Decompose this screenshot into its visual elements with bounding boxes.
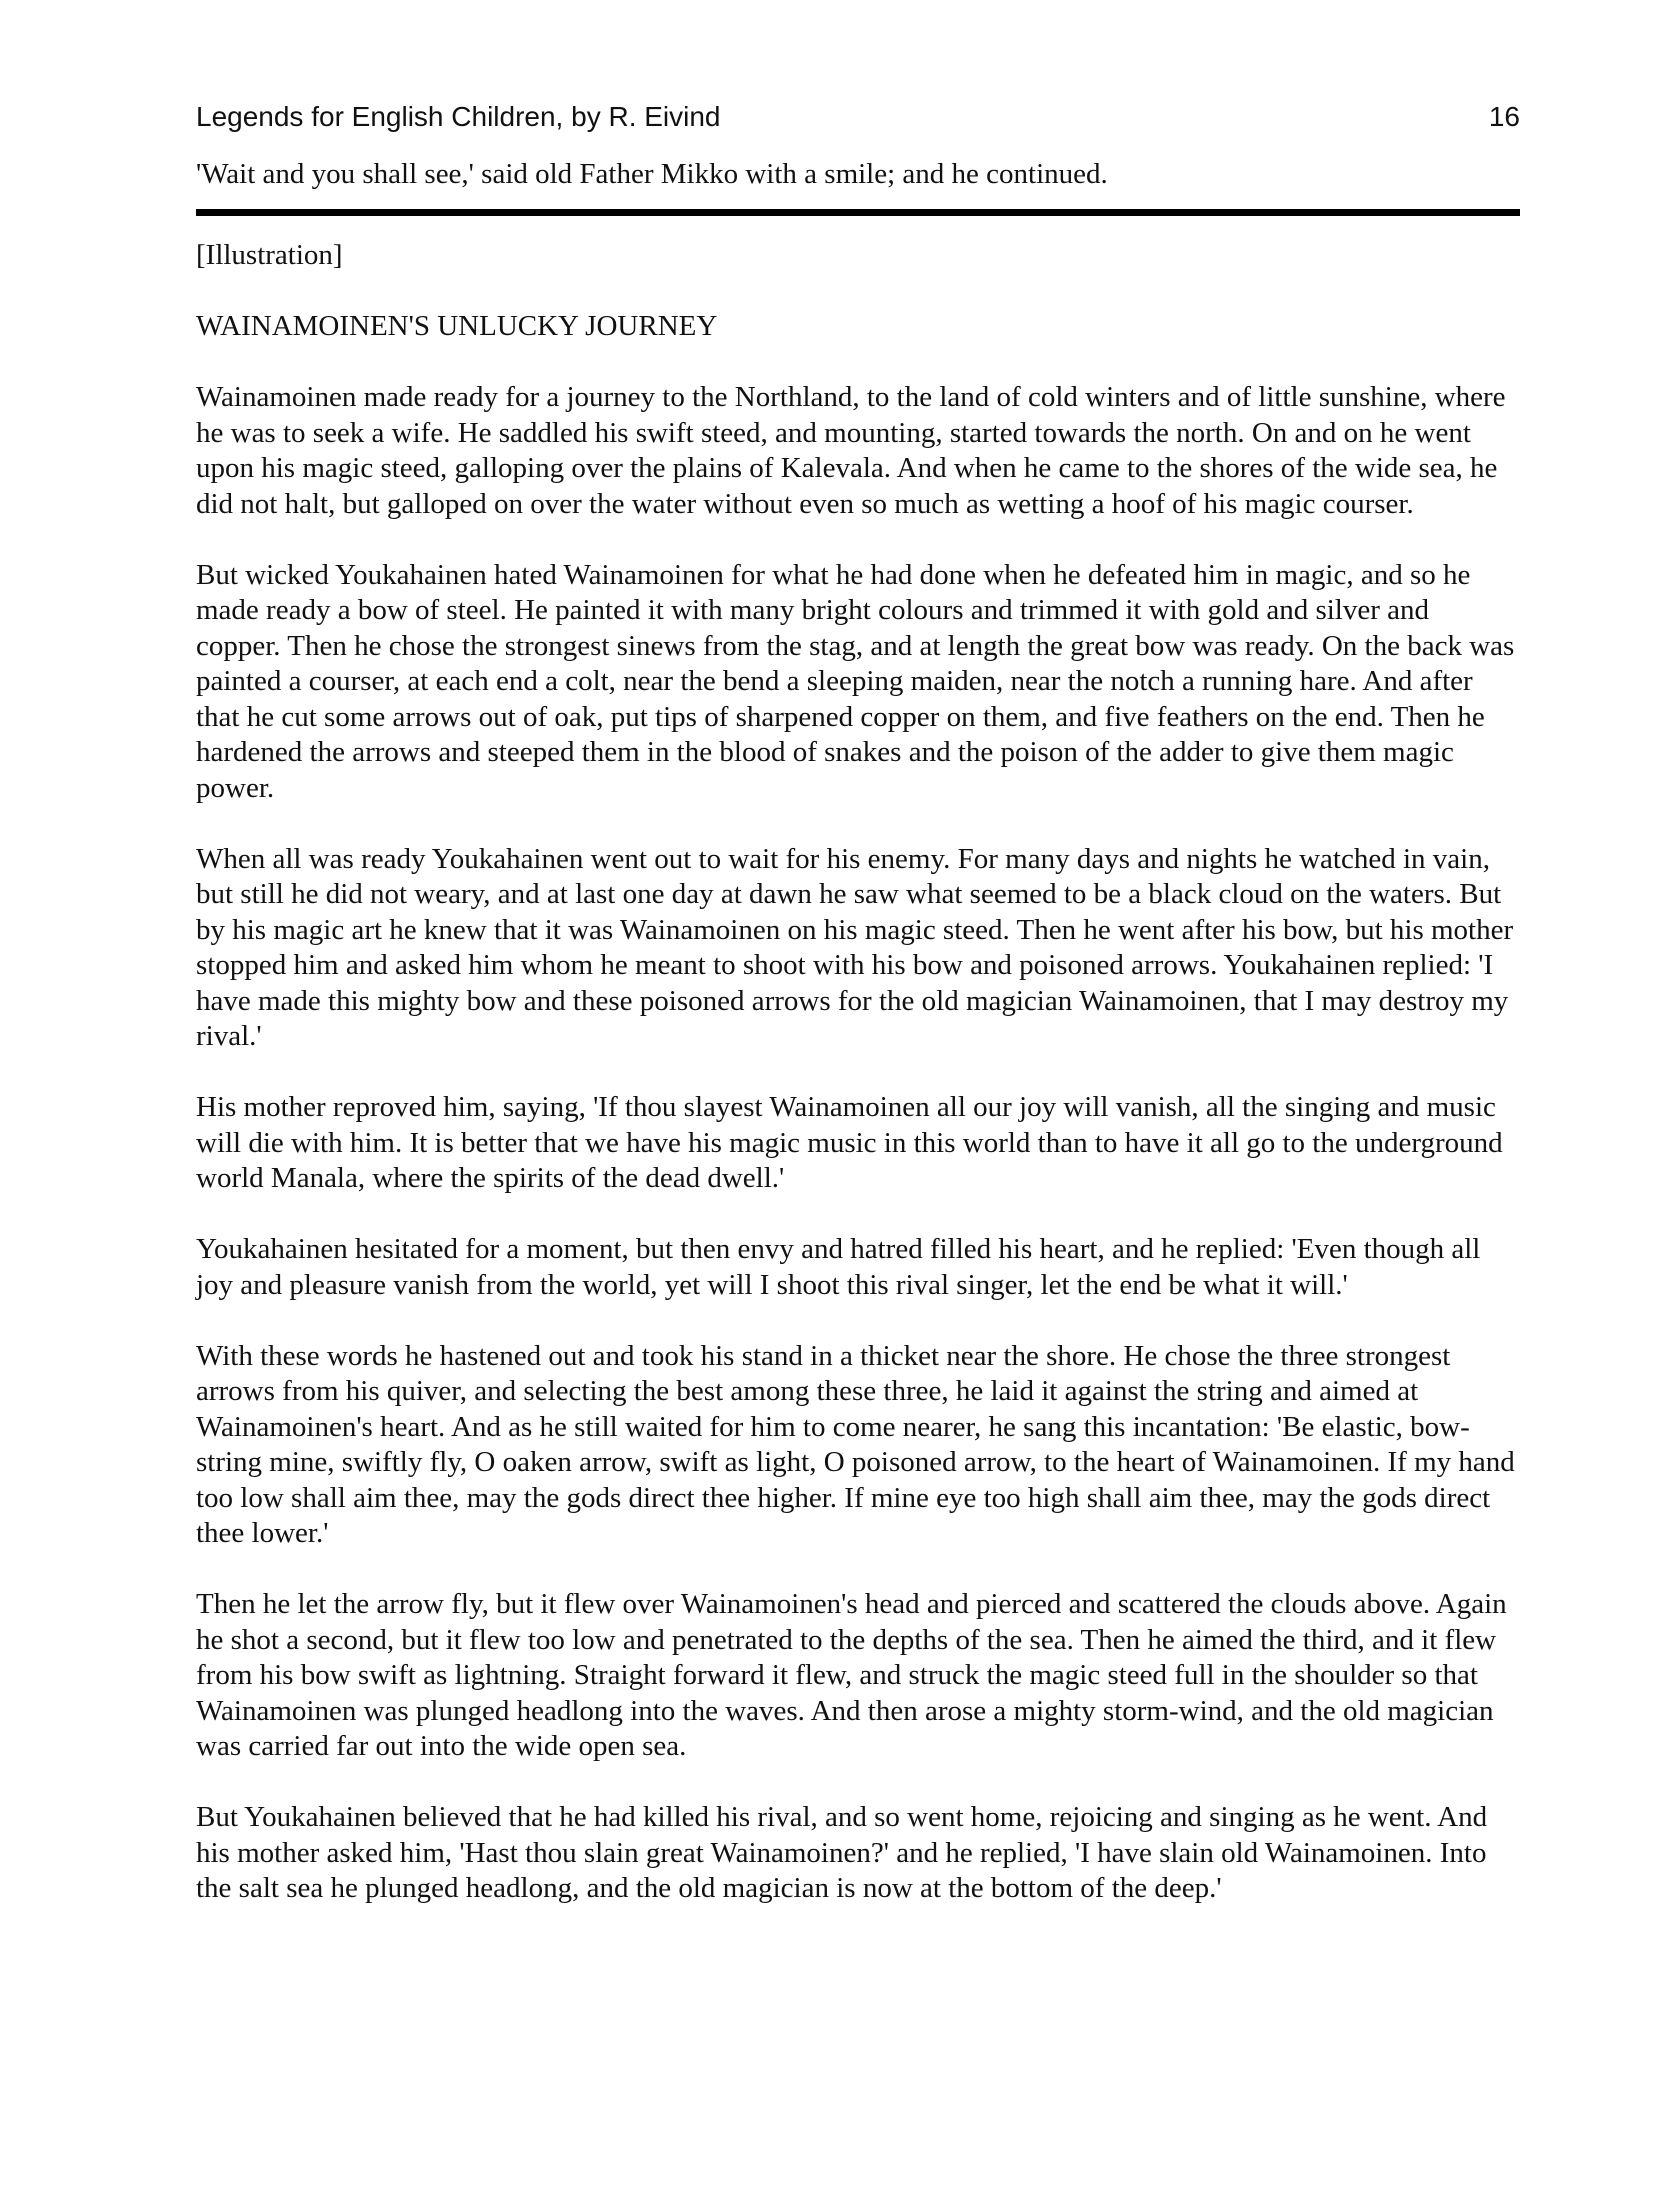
- chapter-title: WAINAMOINEN'S UNLUCKY JOURNEY: [196, 310, 718, 342]
- book-title: Legends for English Children, by R. Eivind: [196, 101, 721, 132]
- running-header: [196, 96, 1520, 138]
- paragraph: With these words he hastened out and took his stand in a thicket near the shore. He chose the three strongest arrows from his quiver, and selecting the best among these three, he laid it against the string and aimed at Wainamoinen's heart. And as he still waited for him to come nearer, he sang this incantation: 'Be elastic, bow-string mine, swiftly fly, O oaken arrow, swift as light, O poisoned arrow, to the heart of Wainamoinen. If my hand too low shall aim thee, may the gods direct thee higher. If mine eye too high shall aim thee, may the gods direct thee lower.': [196, 1339, 1515, 1549]
- paragraph: But wicked Youkahainen hated Wainamoinen for what he had done when he defeated him in magic, and so he made ready a bow of steel. He painted it with many bright colours and trimmed it with gold and silver and copper. Then he chose the strongest sinews from the stag, and at length the great bow was ready. On the back was painted a courser, at each end a colt, near the bend a sleeping maiden, near the notch a running hare. And after that he cut some arrows out of oak, put tips of sharpened copper on them, and five feathers on the end. Then he hardened the arrows and steeped them in the blood of snakes and the poison of the adder to give them magic power.: [196, 558, 1515, 804]
- section-divider: [196, 209, 1520, 216]
- paragraph: Youkahainen hesitated for a moment, but then envy and hatred filled his heart, and he replied: 'Even though all joy and pleasure vanish from the world, yet will I shoot this rival singer, let the end be what it will.': [196, 1233, 1481, 1301]
- paragraph: But Youkahainen believed that he had killed his rival, and so went home, rejoicing and singing as he went. And his mother asked him, 'Hast thou slain great Wainamoinen?' and he replied, 'I have slain old Wainamoinen. Into the salt sea he plunged headlong, and the old magician is now at the bottom of the deep.': [196, 1801, 1488, 1904]
- intro-line: 'Wait and you shall see,' said old Father Mikko with a smile; and he continued.: [196, 158, 1108, 190]
- document-page: [196, 96, 1520, 1942]
- page-number: 16: [1488, 101, 1520, 132]
- paragraph: His mother reproved him, saying, 'If thou slayest Wainamoinen all our joy will vanish, all the singing and music will die with him. It is better that we have his magic music in this world than to have it all go to the underground world Manala, where the spirits of the dead dwell.': [196, 1091, 1503, 1194]
- paragraph: When all was ready Youkahainen went out to wait for his enemy. For many days and nights he watched in vain, but still he did not weary, and at last one day at dawn he saw what seemed to be a black cloud on the waters. But by his magic art he knew that it was Wainamoinen on his magic steed. Then he went after his bow, but his mother stopped him and asked him whom he meant to shoot with his bow and poisoned arrows. Youkahainen replied: 'I have made this mighty bow and these poisoned arrows for the old magician Wainamoinen, that I may destroy my rival.': [196, 842, 1514, 1052]
- paragraph: Wainamoinen made ready for a journey to the Northland, to the land of cold winters and of little sunshine, where he was to seek a wife. He saddled his swift steed, and mounting, started towards the north. On and on he went upon his magic steed, galloping over the plains of Kalevala. And when he came to the shores of the wide sea, he did not halt, but galloped on over the water without even so much as wetting a hoof of his magic courser.: [196, 381, 1506, 520]
- paragraph: Then he let the arrow fly, but it flew over Wainamoinen's head and pierced and scattered the clouds above. Again he shot a second, but it flew too low and penetrated to the depths of the sea. Then he aimed the third, and it flew from his bow swift as lightning. Straight forward it flew, and struck the magic steed full in the shoulder so that Wainamoinen was plunged headlong into the waves. And then arose a mighty storm-wind, and the old magician was carried far out into the wide open sea.: [196, 1588, 1507, 1762]
- illustration-marker: [Illustration]: [196, 239, 343, 271]
- chapter-body: [196, 238, 1520, 1907]
